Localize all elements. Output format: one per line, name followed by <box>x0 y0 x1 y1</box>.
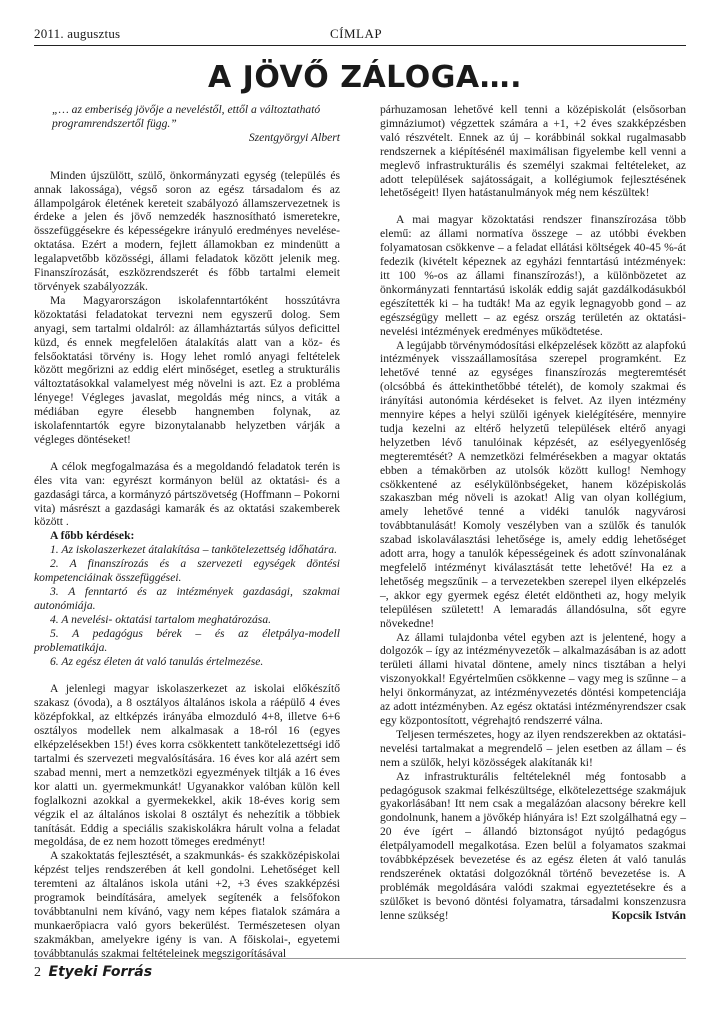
paragraph: Ma Magyarországon iskolafenntartóként hosszútávra közoktatási feladatokat tervezni nem egyszerű dolog. Sem anyagi, sem tartalmi oldalról: az államháztartás súlyos deficittel küzd, és ennek megfelelően átalakítás alatt van a köz- és felsőoktatási törvény is. Hogy lehet romló anyagi feltételek között megőrizni az eddig elért minőséget, esetleg a strukturális változtatásokkal valamelyest még növelni is azt. Ez a probléma lényege! Végleges javaslat, megoldás még nincs, a viták a médiában egyre élesebb hangnemben folynak, az iskolafenntartók egyre bizonytalanabb helyzetben várják a végleges döntéseket! <box>34 293 340 446</box>
paragraph: Minden újszülött, szülő, önkormányzati egység (település és annak lakossága), végső soron az egész társadalom és az állampolgárok életének kereteit szabályozó államszervezetnek is érdeke a jelen és jövő nemzedék hasznosítható ismeretekre, összefüggésekre és képességekre irányuló eredményes nevelése-oktatása. Ezért a modern, fejlett államokban ez mindenütt a legalapvetőbb közösségi, állami feladatok között jelenik meg. Finanszírozását, eszközrendszerét és főbb tartalmi elemeit törvények szabályozzák. <box>34 168 340 293</box>
issue-date: 2011. augusztus <box>34 26 121 41</box>
page-footer <box>34 964 152 981</box>
motto-quote: „… az emberiség jövője a neveléstől, ettől a változtatható programrendszertől függ.” <box>52 103 321 130</box>
question-item: 3. A fenntartó és az intézmények gazdasági, szakmai autonómiája. <box>34 585 340 612</box>
paragraph: párhuzamosan lehetővé kell tenni a középiskolát (elsősorban gimnáziumot) végzettek számára a +1, +2 éves szakképzésben való részvételt. Ennek az új – korábbinál sokkal rugalmasabb rendszernek a kiépítésénél maximálisan figyelembe kell venni a meglevő infrastrukturális és személyi szakmai feltételeket, az adott települések sajátosságait, a kollégiumok fejlesztésének lehetőségeit! Ilyen hatástanulmányok még nem készültek! <box>380 103 686 200</box>
paragraph: A szakoktatás fejlesztését, a szakmunkás- és szakközépiskolai képzést teljes rendszerében át kell gondolni. Lehetőséget kell teremteni az általános iskola utáni +2, +3 éves szakképzési programok beindítására, amelyek segítenék a felsőfokon továbbtanulni nem kívánó, vagy nem képes fiatalok számára a munkaerőpiacra való gyors bekerülést. Természetesen olyan szakmákban, amelyekre igény is van. A főiskolai-, egyetemi továbbtanulás szakmai feltételeinek megszigorításával <box>34 849 340 960</box>
author-signature: Kopcsik István <box>611 908 686 922</box>
paragraph: Az állami tulajdonba vétel egyben azt is jelentené, hogy a dolgozók – így az intézményvezetők – alkalmazásában is az adott területi állami hivatal döntene, amely nincs tisztában a helyi viszonyokkal! Egyértelműen csökkenne – vagy meg is szűnne – a helyi önkormányzat, az intézményvezetés döntési kompetenciája az adott intézményben. Az egész oktatási intézményrendszer csak egy központosított, végrehajtó rendszerré válna. <box>380 630 686 727</box>
header-divider <box>34 45 686 46</box>
left-column <box>34 103 340 961</box>
paragraph: A legújabb törvénymódosítási elképzelések között az alapfokú intézmények visszaállamosítása szerepel programként. Ez lehetővé tenné az egységes finanszírozás megteremtését (olcsóbbá és áttekinthetőbbé tételét), de komoly szakmai és irányítási autonómia kérdéseket is felvet. Az ilyen intézmény mennyire képes a helyi szülői igények kielégítésére, mennyire tudja kezelni az eltérő helyzetű települések eltérő anyagi helyzetben lévő tanulóinak képzését, az esélyegyenlőség megteremtését? A nemzetközi felmérésekben a magyar oktatás ebben a témakörben az utolsók között kullog! Nemhogy csökkentené az esélykülönbségeket, hanem középiskolás szakaszban még növeli is azokat! Alig van olyan kollégium, amely lehetővé tenné a vidéki tanulók nagyvárosi továbbtanulását! Komoly veszélyben van a szülők és tanulók szabad iskolaválasztási lehetősége is, amely eddig lehetőséget adott arra, hogy a tanulók képességeinek és adott színvonalának megfelelő intézményt kiválasztását tette lehetővé! Ha ez a lehetőség megszűnik – a tervezetekben szerepel ilyen elképzelés –, akkor egy gyermek egész életét eldöntheti az, hogy melyik településen született! A lemaradás állandósulna, sőt egyre növekedne! <box>380 338 686 630</box>
paragraph: Teljesen természetes, hogy az ilyen rendszerekben az oktatási-nevelési tartalmakat a megrendelő – jelen esetben az állam – és nem a szülők, helyi közösségek alakítanák ki! <box>380 727 686 769</box>
section-label: CÍMLAP <box>330 26 383 41</box>
footer-divider <box>34 958 686 959</box>
question-item: 2. A finanszírozás és a szervezeti egységek döntési kompetenciáinak összefüggései. <box>34 557 340 585</box>
paragraph: A célok megfogalmazása és a megoldandó feladatok terén is éles vita van: egyrészt kormányon belül az oktatási- és a gazdasági tárca, a kormányzó pártszövetség (Hoffmann – Pokorni vita) másrészt a gazdasági kamarák és az oktatási szakemberek között . <box>34 459 340 529</box>
motto-author: Szentgyörgyi Albert <box>248 130 340 144</box>
question-item: 1. Az iskolaszerkezet átalakítása – tankötelezettség időhatára. <box>50 543 338 557</box>
question-item: 4. A nevelési- oktatási tartalom meghatározása. <box>50 612 272 626</box>
paragraph: Az infrastrukturális feltételeknél még fontosabb a pedagógusok szakmai felkészültsége, elkötelezettsége szakmájuk gyakorlásában! Itt nem csak a megalázóan alacsony bérekre kell gondolnunk, hanem a jövőkép hiányára is! Ezt szolgálhatná egy – 20 éve ígért – állandó biztonságot nyújtó pedagógus életpályamodell megalkotása. Ezen belül a folyamatos szakmai továbbképzések bevezetése és az egész életen át való tanulás rendszerének oktatási dolgozóknál történő bevezetése is. A problémák megoldására valódi szakmai egyeztetésekre és a szülőket is bevonó döntési folyamatra, társadalmi konszenzusra lenne szükség! <box>380 769 686 922</box>
questions-heading: A főbb kérdések: <box>50 529 135 543</box>
page-number: 2 <box>34 965 41 980</box>
question-item: 6. Az egész életen át való tanulás értelmezése. <box>50 654 264 668</box>
publication-logo: Etyeki Forrás <box>48 964 153 980</box>
question-item: 5. A pedagógus bérek – és az életpálya-modell problematikája. <box>34 626 340 654</box>
paragraph: A jelenlegi magyar iskolaszerkezet az iskolai előkészítő szakasz (óvoda), a 8 osztályos általános iskola a ráépülő 4 éves középfokkal, az eltképzés irányába elmozduló 4+8, illetve 6+6 osztályos modellek nem alkalmasak a 18-ról 16 (egyes elképzelésekben 15!) éves korra csökkentett tankötelezettségi idő tartalmi és szervezeti megvalósítására. 16 éves kor alá azért sem szabad menni, mert a nemzetközi egyezmények tiltják a 16 éves kor alatti un. gyermekmunkát! Ugyanakkor valóban külön kell foglalkozni azokkal a gyermekekkel, akik 18-éves korig sem végzik el az általános iskolai 8 osztályt és nehezítik a többiek tanítását. Eddig a speciális szakiskolákra hárult volna a feladat megoldása, de ez nem hozott tömeges eredményt! <box>34 682 340 849</box>
paragraph: A mai magyar közoktatási rendszer finanszírozása több elemű: az állami normatíva összege – az utóbbi években folyamatosan csökkenve – a feladat ellátási költségek 40-45 %-át fedezik (kivételt képeznek az egyházi fenntartású intézmények: itt 100 %-os az állami finanszírozás!), a különbözetet az önkormányzati fenntartású iskolák eddig saját gazdálkodásukból egészítették ki – ha tudták! Ma az egyik legnagyobb gond – az egészségügy mellett – az egész ország területén az oktatási-nevelési intézmények eredményes működtetése. <box>380 213 686 338</box>
right-column <box>380 103 686 923</box>
article-title: A JÖVŐ ZÁLOGA…. <box>208 60 522 95</box>
